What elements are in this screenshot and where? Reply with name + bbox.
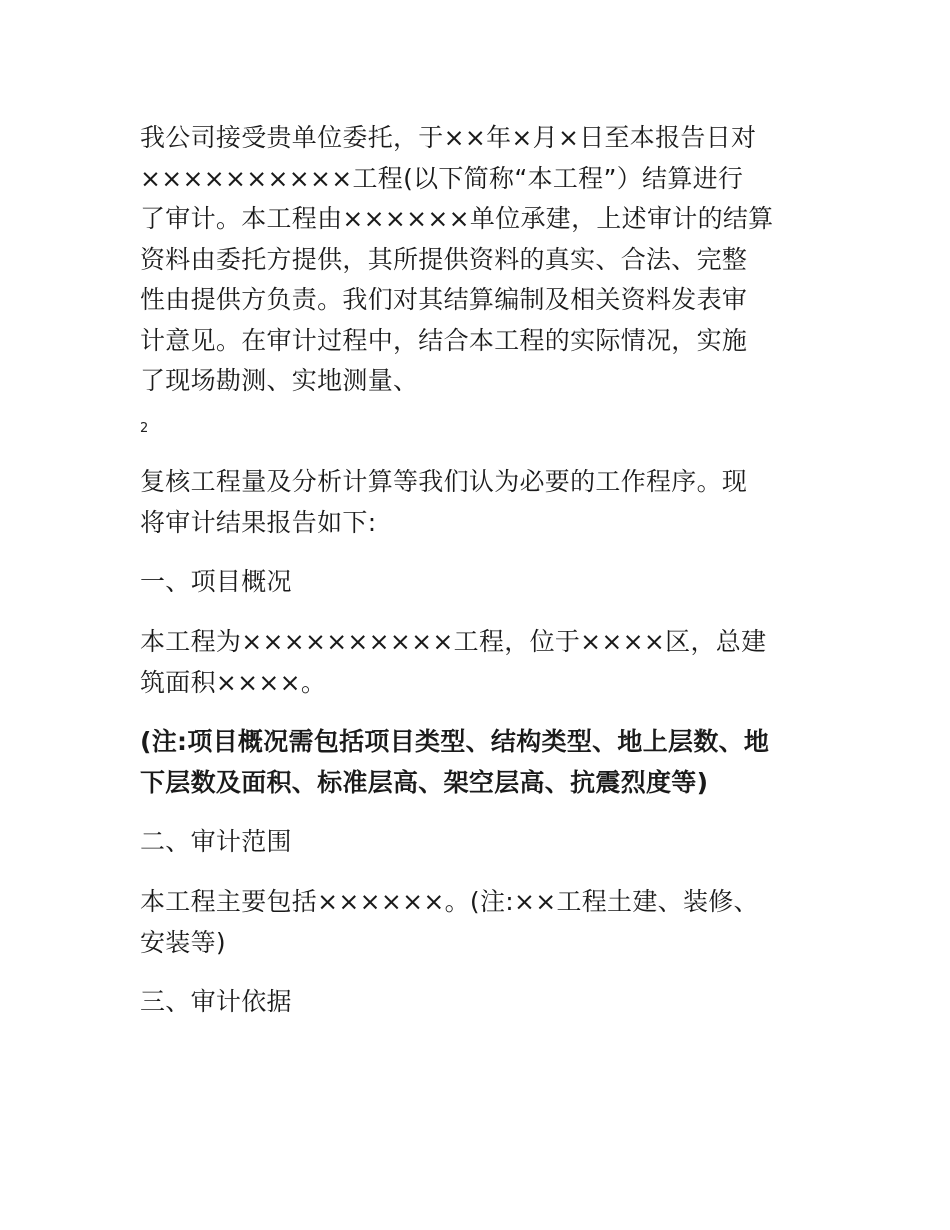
intro-line: 了审计。本工程由××××××单位承建，上述审计的结算 xyxy=(140,204,774,233)
continuation-paragraph xyxy=(140,462,812,543)
continuation-line: 将审计结果报告如下: xyxy=(140,507,377,537)
intro-line: 性由提供方负责。我们对其结算编制及相关资料发表审 xyxy=(140,285,748,314)
section-heading-basis: 三、审计依据 xyxy=(140,987,292,1016)
section-heading-scope: 二、审计范围 xyxy=(140,827,292,856)
intro-line: 计意见。在审计过程中，结合本工程的实际情况，实施 xyxy=(140,325,748,355)
scope-paragraph xyxy=(140,882,812,963)
intro-line: 了现场勘测、实地测量、 xyxy=(140,366,419,395)
note-line: 下层数及面积、标准层高、架空层高、抗震烈度等) xyxy=(140,767,709,797)
overview-paragraph xyxy=(140,622,812,703)
overview-line: 本工程为××××××××××工程，位于××××区，总建 xyxy=(140,627,767,656)
note-line: (注:项目概况需包括项目类型、结构类型、地上层数、地 xyxy=(140,727,770,756)
section-heading-overview: 一、项目概况 xyxy=(140,567,292,596)
overview-note xyxy=(140,722,812,803)
intro-line: ××××××××××工程(以下简称“本工程”）结算进行 xyxy=(140,163,744,193)
overview-line: 筑面积××××。 xyxy=(140,667,327,697)
page-number: 2 xyxy=(140,421,149,436)
intro-line: 我公司接受贵单位委托，于××年×月×日至本报告日对 xyxy=(140,123,757,152)
scope-line: 安装等) xyxy=(140,927,226,957)
scope-line: 本工程主要包括××××××。(注:××工程土建、装修、 xyxy=(140,887,759,916)
continuation-line: 复核工程量及分析计算等我们认为必要的工作程序。现 xyxy=(140,467,748,496)
intro-paragraph xyxy=(140,118,812,402)
intro-line: 资料由委托方提供，其所提供资料的真实、合法、完整 xyxy=(140,244,748,274)
